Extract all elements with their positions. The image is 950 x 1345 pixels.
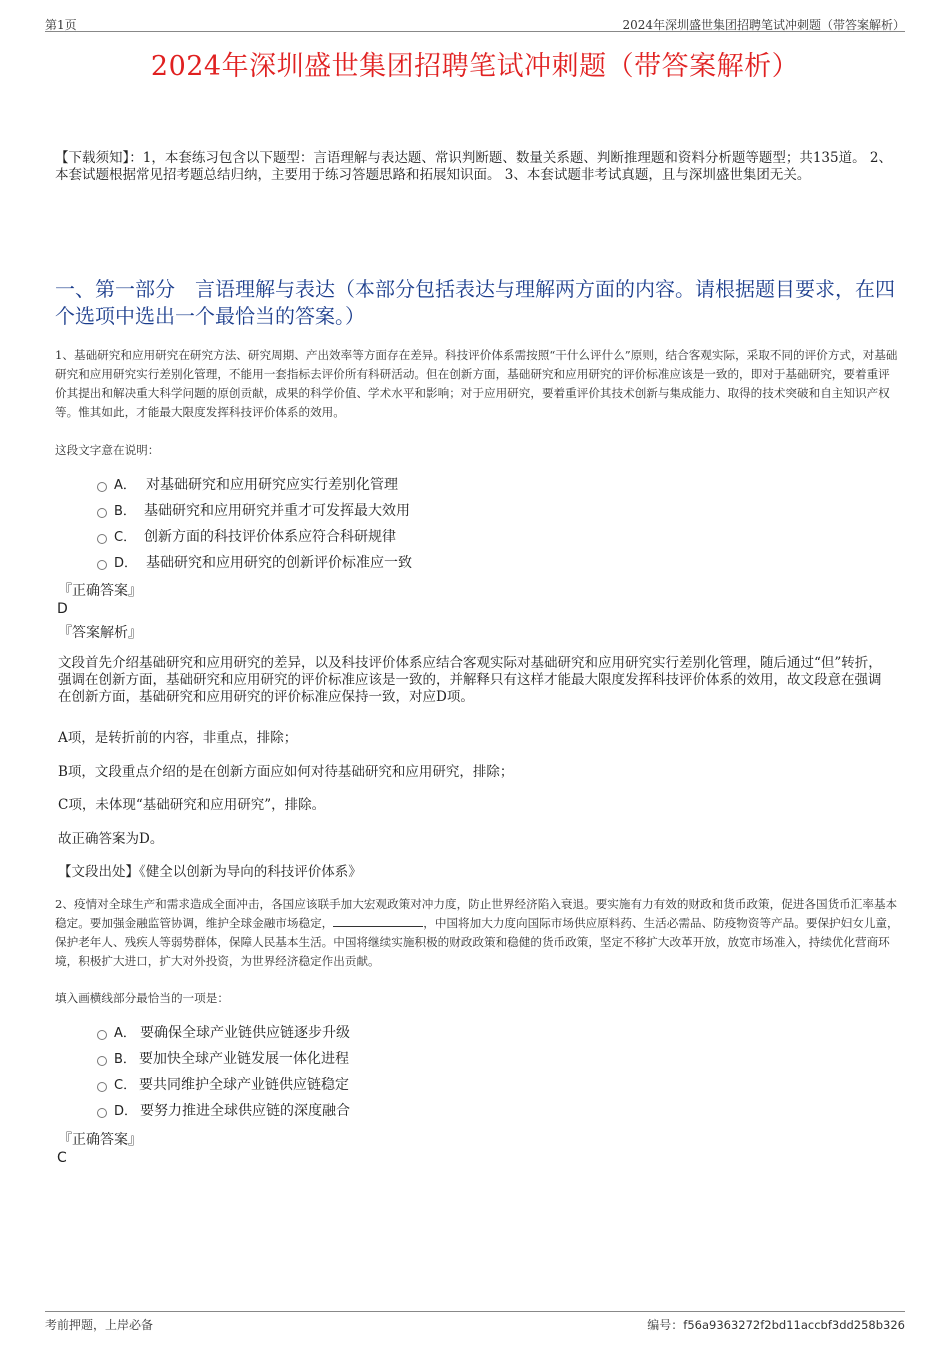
q1-source: 【文段出处】《健全以创新为导向的科技评价体系》 <box>58 864 362 880</box>
radio-icon[interactable] <box>97 482 107 492</box>
footer-code: 编号：f56a9363272f2bd11accbf3dd258b326 <box>647 1318 905 1332</box>
q1-analysis-conclusion: 故正确答案为D。 <box>58 831 164 847</box>
radio-icon[interactable] <box>97 508 107 518</box>
q2-answer: C <box>57 1150 67 1166</box>
radio-icon[interactable] <box>97 534 107 544</box>
radio-icon[interactable] <box>97 1056 107 1066</box>
q1-answer-tag: 『正确答案』 <box>58 583 142 599</box>
question-1-text: 1、基础研究和应用研究在研究方法、研究周期、产出效率等方面存在差异。科技评价体系需按照“干什么评什么”原则，结合客观实际，采取不同的评价方式，对基础研究和应用研究实行差别化管理，不能用一套指标去评价所有科研活动。但在创新方面，基础研究和应用研究的评价标准应该是一致的，即对于基础研究，要着重评价其提出和解决重大科学问题的原创贡献，成果的科学价值、学术水平和影响；对于应用研究，要着重评价其技术创新与集成能力、取得的技术突破和自主知识产权等。惟其如此，才能最大限度发挥科技评价体系的效用。 <box>55 348 898 419</box>
document-title: 2024年深圳盛世集团招聘笔试冲刺题（带答案解析） <box>150 51 800 82</box>
page-header <box>45 14 905 32</box>
q1-answer: D <box>57 601 68 617</box>
q1-analysis-a: A项，是转折前的内容，非重点，排除； <box>58 730 298 746</box>
q1-analysis-tag: 『答案解析』 <box>58 625 142 641</box>
q1-analysis-text: 文段首先介绍基础研究和应用研究的差异，以及科技评价体系应结合客观实际对基础研究和应用研究实行差别化管理，随后通过“但”转折，强调在创新方面，基础研究和应用研究的评价标准应该是一致的，并解释只有这样才能最大限度发挥科技评价体系的效用，故文段意在强调在创新方面，基础研究和应用研究的评价标准应保持一致，对应D项。 <box>58 655 882 705</box>
header-doc-title: 2024年深圳盛世集团招聘笔试冲刺题（带答案解析） <box>622 18 905 32</box>
footer-slogan: 考前押题，上岸必备 <box>45 1318 154 1332</box>
question-1-prompt: 这段文字意在说明： <box>55 443 160 457</box>
radio-icon[interactable] <box>97 1108 107 1118</box>
q2-answer-tag: 『正确答案』 <box>58 1132 142 1148</box>
q1-analysis-b: B项，文段重点介绍的是在创新方面应如何对待基础研究和应用研究，排除； <box>58 764 514 780</box>
question-2-text: 2、疫情对全球生产和需求造成全面冲击，各国应该联手加大宏观政策对冲力度，防止世界经济陷入衰退。要实施有力有效的财政和货币政策，促进各国货币汇率基本稳定。要加强金融监管协调，维护全球金融市场稳定， ，中国将加大力度向国际市场供应原料药、生活必需品、防疫物资等产品。要保护妇女儿童，保护老年人、残疾人等弱势群体，保障人民基本生活。中国将继续实施积极的财政政策和稳健的货币政策，坚定不移扩大改革开放，放宽市场准入，持续优化营商环境，积极扩大进口，扩大对外投资，为世界经济稳定作出贡献。 <box>55 897 899 968</box>
fill-blank <box>333 915 423 927</box>
radio-icon[interactable] <box>97 560 107 570</box>
question-2-prompt: 填入画横线部分最恰当的一项是： <box>55 991 229 1005</box>
radio-icon[interactable] <box>97 1030 107 1040</box>
q1-analysis-c: C项，未体现“基础研究和应用研究”，排除。 <box>58 797 326 813</box>
section-title: 一、第一部分 言语理解与表达（本部分包括表达与理解两方面的内容。请根据题目要求，在四个选项中选出一个最恰当的答案。） <box>55 277 895 328</box>
page-number: 第1页 <box>45 18 77 32</box>
page-footer <box>45 1311 905 1335</box>
radio-icon[interactable] <box>97 1082 107 1092</box>
download-notice: 【下载须知】：1，本套练习包含以下题型：言语理解与表达题、常识判断题、数量关系题、判断推理题和资料分析题等题型；共135道。 2、本套试题根据常见招考题总结归纳，主要用于练习答题思路和拓展知识面。 3、本套试题非考试真题，且与深圳盛世集团无关。 <box>55 150 892 183</box>
